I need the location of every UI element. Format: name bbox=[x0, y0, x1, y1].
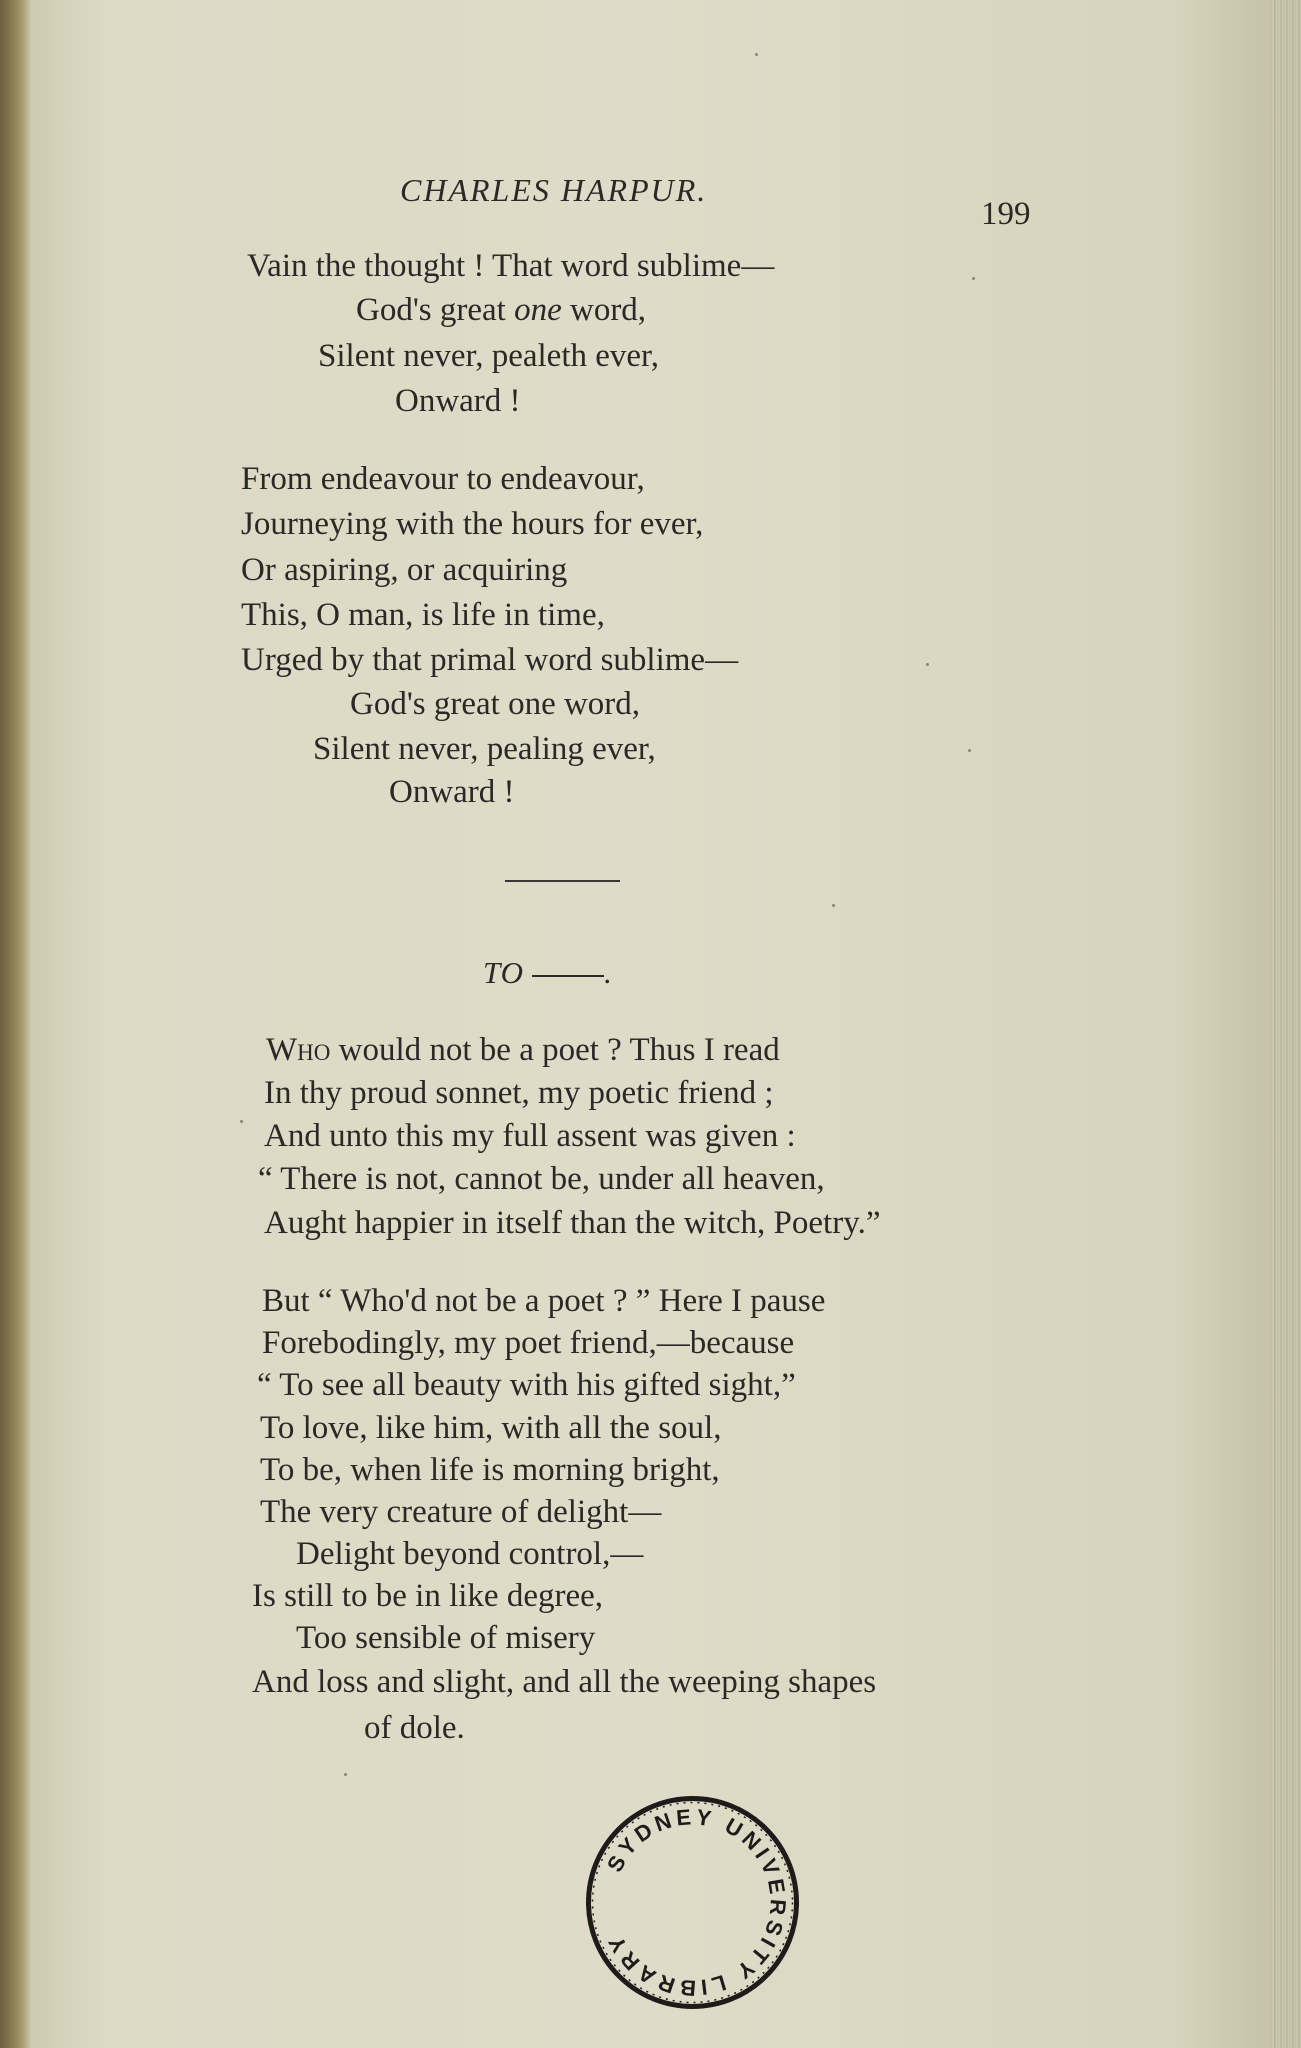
poem-line: Onward ! bbox=[389, 774, 515, 810]
paper-speck bbox=[926, 663, 929, 666]
poem-line: And unto this my full assent was given : bbox=[264, 1118, 796, 1154]
poem-line: To be, when life is morning bright, bbox=[260, 1452, 720, 1488]
running-title: CHARLES HARPUR. bbox=[400, 172, 708, 208]
poem-line: The very creature of delight— bbox=[260, 1494, 662, 1530]
paper-speck bbox=[240, 1120, 243, 1123]
poem-line: Or aspiring, or acquiring bbox=[241, 552, 568, 588]
poem-line: Aught happier in itself than the witch, Poetry.” bbox=[264, 1205, 881, 1241]
poem-line: Silent never, pealing ever, bbox=[313, 731, 656, 767]
paper-speck bbox=[972, 277, 975, 280]
poem-line: God's great one word, bbox=[356, 292, 647, 328]
poem-line: “ There is not, cannot be, under all heaven, bbox=[258, 1161, 825, 1197]
poem-line: God's great one word, bbox=[350, 686, 641, 722]
page-edges bbox=[1271, 0, 1301, 2048]
poem-line: Vain the thought ! That word sublime— bbox=[247, 248, 775, 284]
poem-line: Forebodingly, my poet friend,—because bbox=[262, 1325, 795, 1361]
poem-line: In thy proud sonnet, my poetic friend ; bbox=[264, 1075, 774, 1111]
book-spine-edge bbox=[0, 0, 30, 2048]
library-stamp-icon bbox=[580, 1790, 805, 2015]
poem-line: Silent never, pealeth ever, bbox=[318, 338, 659, 374]
poem-line: Too sensible of misery bbox=[296, 1620, 596, 1656]
poem-title: TO . bbox=[483, 955, 613, 990]
paper-speck bbox=[755, 53, 758, 56]
book-page bbox=[30, 0, 1271, 2048]
stamp-text: SYDNEY UNIVERSITY LIBRARY bbox=[601, 1804, 791, 2001]
svg-text:SYDNEY UNIVERSITY LIBRARY bbox=[602, 1804, 791, 2001]
poem-line: Is still to be in like degree, bbox=[252, 1578, 603, 1614]
poem-line: Onward ! bbox=[395, 383, 521, 419]
poem-line: Urged by that primal word sublime— bbox=[241, 642, 739, 678]
poem-line: Delight beyond control,— bbox=[296, 1536, 644, 1572]
poem-line: Journeying with the hours for ever, bbox=[241, 506, 704, 542]
section-divider bbox=[505, 880, 620, 882]
poem-line: But “ Who'd not be a poet ? ” Here I pause bbox=[262, 1283, 826, 1319]
paper-speck bbox=[344, 1773, 347, 1776]
poem-line: of dole. bbox=[364, 1710, 465, 1746]
paper-speck bbox=[968, 749, 971, 752]
poem-line: And loss and slight, and all the weeping shapes bbox=[252, 1664, 877, 1700]
page-number: 199 bbox=[981, 196, 1031, 232]
poem-line: Who would not be a poet ? Thus I read bbox=[266, 1032, 780, 1068]
poem-line: To love, like him, with all the soul, bbox=[260, 1410, 722, 1446]
poem-line: From endeavour to endeavour, bbox=[241, 461, 645, 497]
paper-speck bbox=[832, 904, 835, 907]
poem-line: This, O man, is life in time, bbox=[241, 597, 605, 633]
poem-line: “ To see all beauty with his gifted sight,” bbox=[257, 1367, 796, 1403]
